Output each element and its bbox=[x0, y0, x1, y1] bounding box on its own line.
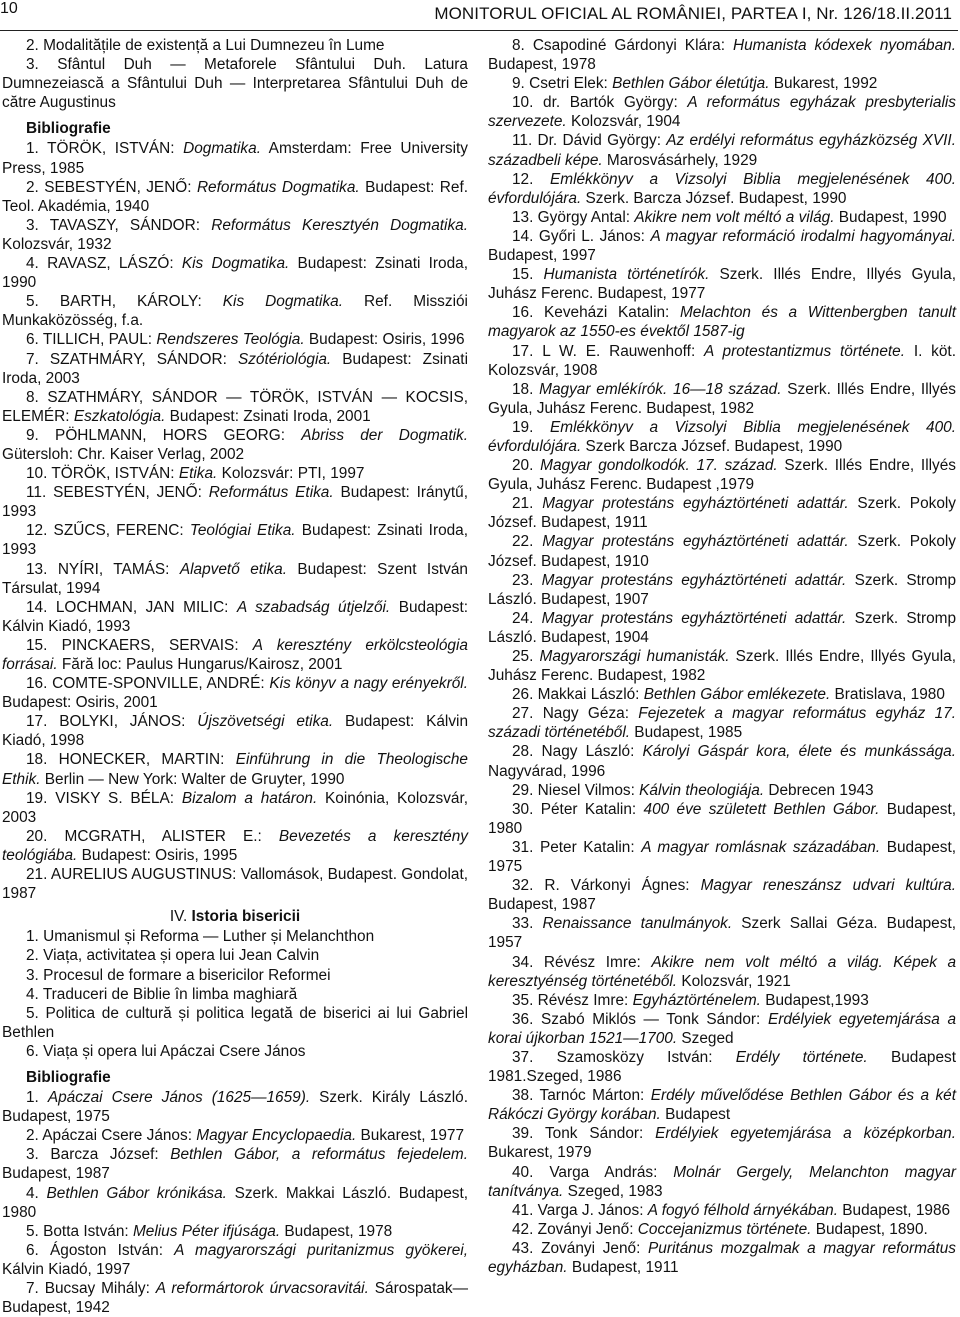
citation-title: Puritánus mozgalmak a magyar református egyházban. bbox=[488, 1239, 957, 1276]
list-item bbox=[488, 609, 956, 647]
citation-text: 15. bbox=[512, 266, 544, 284]
citation-text: 20. MCGRATH, ALISTER E.: bbox=[26, 827, 279, 845]
citation-text: Budapest, 1986 bbox=[837, 1201, 951, 1219]
citation-text: Szeged bbox=[677, 1029, 734, 1047]
citation-title: Magyar protestáns egyháztörténeti adattár. bbox=[541, 609, 847, 627]
list-item bbox=[2, 521, 468, 559]
list-item: 2. Viața, activitatea și opera lui Jean Calvin bbox=[26, 947, 320, 965]
citation-title: Etika. bbox=[178, 465, 218, 483]
citation-text: 41. Varga J. János: bbox=[512, 1201, 648, 1219]
citation-title: A protestantizmus története. bbox=[704, 342, 906, 360]
citation-title: Melachton és a Wittenbergben tanult magyarok az 1550-es évektől 1587-ig bbox=[488, 304, 956, 341]
citation-text: 3. Barcza József: bbox=[26, 1146, 171, 1164]
citation-text: 33. bbox=[512, 915, 543, 933]
citation-title: Magyar Encyclopaedia. bbox=[196, 1127, 357, 1145]
list-item bbox=[488, 991, 956, 1010]
list-item bbox=[488, 1048, 956, 1086]
citation-title: Teológiai Etika. bbox=[189, 522, 296, 540]
citation-text: 21. AURELIUS AUGUSTINUS: Vallomások, Budapest. Gondolat, 1987 bbox=[2, 866, 468, 903]
citation-text: 7. Bucsay Mihály: bbox=[26, 1280, 156, 1297]
citation-title: Magyar protestáns egyháztörténeti adattár. bbox=[542, 533, 849, 551]
citation-text: I. köt. Kolozsvár, 1908 bbox=[488, 342, 956, 379]
list-item bbox=[2, 388, 468, 426]
list-item bbox=[2, 1145, 468, 1183]
citation-title: Kis Dogmatika. bbox=[181, 255, 290, 273]
citation-text: 2. SEBESTYÉN, JENŐ: bbox=[26, 178, 197, 196]
list-item bbox=[2, 827, 468, 865]
citation-title: Humanista kódexek nyomában. bbox=[733, 37, 956, 54]
citation-title: Einführung in die Theologische Ethik. bbox=[2, 751, 468, 788]
citation-text: 22. bbox=[512, 533, 543, 551]
list-item bbox=[488, 74, 956, 93]
citation-title: 400 éve született Bethlen Gábor. bbox=[643, 800, 880, 818]
citation-title: Emlékkönyv a Vizsolyi Biblia megjelenésének 400. évfordulójára. bbox=[488, 170, 956, 207]
citation-text: Kolozsvár, 1904 bbox=[566, 113, 681, 131]
citation-text: 32. R. Várkonyi Ágnes: bbox=[512, 877, 701, 895]
citation-text: 4. RAVASZ, LÁSZÓ: bbox=[26, 255, 182, 273]
list-item bbox=[2, 464, 468, 483]
list-item bbox=[2, 483, 468, 521]
list-item bbox=[488, 800, 956, 838]
list-item bbox=[2, 1222, 468, 1241]
citation-text: Budapest bbox=[660, 1106, 731, 1124]
list-item bbox=[2, 865, 468, 903]
citation-text: 10. dr. Bartók György: bbox=[512, 94, 688, 112]
citation-text: Amsterdam: Free University Press, 1985 bbox=[2, 140, 468, 177]
citation-title: Magyar protestáns egyháztörténeti adattár. bbox=[541, 571, 847, 589]
citation-title: Bizalom a határon. bbox=[181, 789, 318, 807]
citation-text: 4. bbox=[26, 1184, 47, 1202]
list-item bbox=[488, 781, 956, 800]
citation-text: Budapest: Zsinati Iroda, 1990 bbox=[2, 255, 468, 292]
citation-text: 8. Csapodiné Gárdonyi Klára: bbox=[512, 37, 733, 54]
citation-text: 31. Peter Katalin: bbox=[512, 838, 642, 856]
citation-title: Magyar gondolkodók. 17. század. bbox=[540, 457, 778, 475]
citation-text: Kolozsvár: PTI, 1997 bbox=[217, 465, 365, 483]
citation-text: 19. bbox=[512, 418, 550, 436]
citation-text: Berlin — New York: Walter de Gruyter, 1990 bbox=[40, 770, 345, 788]
citation-text: Budapest, 1890. bbox=[811, 1220, 928, 1238]
citation-text: Marosvásárhely, 1929 bbox=[602, 151, 758, 169]
list-item: 5. Politica de cultură și politica legată de biserici ai lui Gabriel Bethlen bbox=[2, 1004, 468, 1041]
citation-title: Kálvin theologiája. bbox=[639, 781, 765, 799]
citation-text: 17. BOLYKI, JÁNOS: bbox=[26, 713, 198, 731]
citation-title: A magyarországi puritanizmus gyökerei, bbox=[174, 1241, 468, 1259]
citation-text: 6. TILLICH, PAUL: bbox=[26, 331, 157, 349]
list-item: 2. Modalitățile de existență a Lui Dumnezeu în Lume bbox=[26, 37, 385, 54]
citation-title: A keresztény erkölcsteológia forrásai. bbox=[2, 636, 468, 673]
citation-text: 3. TAVASZY, SÁNDOR: bbox=[26, 216, 212, 234]
list-item bbox=[2, 712, 468, 750]
citation-text: Budapest,1993 bbox=[760, 991, 869, 1009]
citation-text: Budapest: Zsinati Iroda, 1993 bbox=[2, 522, 469, 559]
list-item bbox=[2, 1184, 468, 1222]
citation-title: Magyarországi humanisták. bbox=[539, 648, 730, 665]
citation-text: 19. VISKY S. BÉLA: bbox=[26, 789, 182, 807]
list-item bbox=[488, 208, 956, 227]
list-item bbox=[2, 350, 468, 388]
list-item bbox=[488, 380, 956, 418]
citation-text: 7. SZATHMÁRY, SÁNDOR: bbox=[26, 350, 238, 368]
list-item bbox=[488, 838, 956, 876]
header-rule bbox=[0, 30, 958, 31]
citation-title: A református egyházak presbyterialis szervezete. bbox=[488, 94, 956, 131]
citation-text: Budapest: Ref. Teol. Akadémia, 1940 bbox=[2, 178, 468, 215]
citation-text: 37. Szamosközy István: bbox=[512, 1048, 736, 1066]
citation-title: Humanista történetírók. bbox=[543, 266, 710, 284]
citation-title: Református Keresztyén Dogmatika. bbox=[211, 216, 469, 234]
list-item: 3. Sfântul Duh — Metaforele Sfântului Duh. Latura Dumnezeiască a Sfântului Duh — Interpretarea Sfântului Duh de către Augustinus bbox=[2, 56, 468, 112]
citation-text: 5. BARTH, KÁROLY: bbox=[26, 293, 223, 311]
citation-title: Kis könyv a nagy erényekről. bbox=[269, 675, 468, 693]
list-item bbox=[488, 227, 956, 265]
list-item bbox=[2, 598, 468, 636]
citation-text: Budapest: Osiris, 2001 bbox=[2, 694, 158, 712]
citation-text: Szerk. Barcza József. Budapest, 1990 bbox=[581, 189, 847, 207]
citation-text: Budapest: Iránytű, 1993 bbox=[2, 484, 468, 521]
citation-text: Budapest, 1975 bbox=[488, 838, 957, 876]
citation-title: Református Dogmatika. bbox=[196, 178, 360, 196]
citation-text: Fără loc: Paulus Hungarus/Kairosz, 2001 bbox=[57, 656, 343, 673]
list-item bbox=[488, 1220, 956, 1239]
list-item: 1. Umanismul și Reforma — Luther și Melanchthon bbox=[26, 928, 375, 946]
citation-text: Bratislava, 1980 bbox=[830, 686, 945, 704]
citation-text: Budapest 1981.Szeged, 1986 bbox=[488, 1048, 956, 1086]
citation-text: Budapest, 1990 bbox=[834, 208, 947, 226]
citation-text: 35. Révész Imre: bbox=[512, 991, 633, 1009]
list-item bbox=[488, 953, 956, 991]
citation-text: 36. Szabó Miklós — Tonk Sándor: bbox=[512, 1010, 768, 1028]
list-item bbox=[2, 426, 468, 464]
citation-text: Bukarest, 1977 bbox=[356, 1127, 465, 1145]
bibliography-heading: Bibliografie bbox=[26, 120, 111, 138]
list-item bbox=[2, 1241, 468, 1279]
citation-text: 12. SZŰCS, FERENC: bbox=[26, 522, 190, 540]
citation-text: 15. PINCKAERS, SERVAIS: bbox=[26, 636, 253, 654]
citation-text: Szerk. Illés Endre, Illyés Gyula, Juhász Ferenc. Budapest, 1982 bbox=[488, 380, 956, 417]
citation-text: 16. COMTE-SPONVILLE, ANDRÉ: bbox=[26, 675, 270, 693]
citation-text: 11. Dr. Dávid György: bbox=[512, 132, 667, 150]
citation-title: Magyar emlékírók. 16—18 század. bbox=[539, 380, 782, 398]
list-item bbox=[488, 685, 956, 704]
citation-title: Melius Péter ifjúsága. bbox=[132, 1222, 281, 1240]
citation-title: Bethlen Gábor emlékezete. bbox=[643, 686, 831, 704]
list-item bbox=[488, 742, 956, 780]
citation-text: Kálvin Kiadó, 1997 bbox=[2, 1260, 131, 1278]
citation-text: Budapest: Zsinati Iroda, 2003 bbox=[2, 350, 468, 387]
citation-title: Református Etika. bbox=[208, 484, 334, 502]
citation-title: Újszövetségi etika. bbox=[197, 713, 334, 731]
citation-title: Károlyi Gáspár kora, élete és munkássága. bbox=[642, 743, 956, 761]
citation-text: Ref. Missziói Munkaközösség, f.a. bbox=[2, 293, 468, 330]
citation-text: Szerk Barcza József. Budapest, 1990 bbox=[581, 437, 843, 455]
citation-text: Budapest, 1980 bbox=[488, 800, 957, 837]
citation-text: 30. Péter Katalin: bbox=[512, 800, 644, 818]
citation-text: Gütersloh: Chr. Kaiser Verlag, 2002 bbox=[2, 445, 245, 463]
citation-text: 34. Révész Imre: bbox=[512, 953, 652, 971]
citation-text: Budapest, 1985 bbox=[630, 724, 743, 742]
citation-title: A magyar romlásnak századában. bbox=[641, 838, 881, 856]
list-item bbox=[488, 265, 956, 303]
citation-text: Koinónia, Kolozsvár, 2003 bbox=[2, 789, 469, 826]
list-item bbox=[2, 1126, 468, 1145]
citation-title: Erdélyiek egyetemjárása a középkorban. bbox=[655, 1125, 956, 1143]
citation-title: Renaissance tanulmányok. bbox=[542, 915, 733, 933]
citation-text: 11. SEBESTYÉN, JENŐ: bbox=[26, 484, 209, 502]
list-item bbox=[2, 139, 468, 177]
citation-title: Alapvető etika. bbox=[179, 560, 287, 578]
citation-title: Magyar reneszánsz udvari kultúra. bbox=[700, 877, 956, 895]
citation-text: Nagyvárad, 1996 bbox=[488, 762, 606, 780]
list-item bbox=[488, 36, 956, 74]
citation-text: 29. Niesel Vilmos: bbox=[512, 781, 640, 799]
citation-text: Szerk. Illés Endre, Illyés Gyula, Juhász Ferenc. Budapest ,1979 bbox=[488, 457, 957, 494]
citation-text: 39. Tonk Sándor: bbox=[512, 1125, 656, 1143]
list-item bbox=[2, 1279, 468, 1317]
list-item: 4. Traduceri de Biblie în limba maghiară bbox=[26, 985, 298, 1003]
list-item bbox=[2, 789, 468, 827]
citation-text: 18. HONECKER, MARTIN: bbox=[26, 751, 236, 769]
list-item bbox=[488, 532, 956, 570]
citation-text: 8. SZATHMÁRY, SÁNDOR — TÖRÖK, ISTVÁN — KOCSIS, ELEMÉR: bbox=[2, 388, 468, 425]
citation-text: Budapest: Kálvin Kiadó, 1993 bbox=[2, 598, 469, 635]
citation-text: 25. bbox=[512, 648, 540, 665]
section-name: Istoria bisericii bbox=[191, 908, 301, 926]
citation-title: A reformártorok úrvacsoravitái. bbox=[155, 1280, 369, 1297]
citation-text: Bukarest, 1979 bbox=[488, 1144, 592, 1162]
list-item bbox=[488, 571, 956, 609]
citation-title: Emlékkönyv a Vizsolyi Biblia megjelenésének 400. évfordulójára. bbox=[488, 418, 956, 455]
citation-text: 13. NYÍRI, TAMÁS: bbox=[26, 560, 180, 578]
citation-title: Kis Dogmatika. bbox=[222, 293, 343, 311]
list-item bbox=[488, 1010, 956, 1048]
citation-text: 1. bbox=[26, 1089, 48, 1107]
citation-text: Szerk. Pokoly József. Budapest, 1911 bbox=[488, 495, 956, 532]
citation-text: 12. bbox=[512, 170, 550, 188]
citation-title: Eszkatológia. bbox=[73, 407, 166, 425]
list-item bbox=[2, 216, 468, 254]
citation-text: 20. bbox=[512, 457, 541, 475]
list-item bbox=[2, 560, 468, 598]
citation-title: Magyar protestáns egyháztörténeti adattár. bbox=[542, 495, 849, 513]
citation-text: Budapest, 1987 bbox=[488, 896, 596, 914]
citation-text: 5. Botta István: bbox=[26, 1222, 133, 1240]
citation-text: Budapest, 1978 bbox=[280, 1222, 393, 1240]
list-item bbox=[2, 750, 468, 788]
citation-title: Erdély története. bbox=[735, 1048, 868, 1066]
citation-text: Budapest: Kálvin Kiadó, 1998 bbox=[2, 713, 469, 750]
list-item bbox=[2, 330, 468, 349]
list-item bbox=[488, 456, 956, 494]
citation-text: Budapest, 1911 bbox=[567, 1259, 679, 1276]
citation-text: Budapest, 1997 bbox=[488, 247, 596, 265]
list-item bbox=[488, 1124, 956, 1162]
list-item bbox=[488, 342, 956, 380]
citation-text: Kolozsvár, 1932 bbox=[2, 235, 112, 253]
citation-title: Akikre nem volt méltó a világ. bbox=[634, 208, 835, 226]
list-item bbox=[488, 494, 956, 532]
citation-text: 21. bbox=[512, 495, 543, 513]
list-item bbox=[488, 704, 956, 742]
citation-text: 40. Varga András: bbox=[512, 1163, 674, 1181]
running-header: MONITORUL OFICIAL AL ROMÂNIEI, PARTEA I, Nr. 126/18.II.2011 bbox=[434, 4, 952, 23]
citation-text: Budapest, 1978 bbox=[488, 56, 596, 74]
citation-title: Egyháztörténelem. bbox=[632, 991, 761, 1009]
list-item bbox=[488, 1201, 956, 1220]
page-number: 10 bbox=[0, 0, 18, 17]
list-item bbox=[488, 1086, 956, 1124]
citation-title: Bethlen Gábor életútja. bbox=[612, 75, 770, 93]
citation-text: 28. Nagy László: bbox=[512, 743, 643, 761]
citation-title: Dogmatika. bbox=[183, 140, 261, 158]
list-item: 6. Viața și opera lui Apáczai Csere János bbox=[26, 1042, 306, 1060]
list-item bbox=[488, 303, 956, 341]
citation-text: Debrecen 1943 bbox=[764, 781, 874, 799]
citation-text: 10. TÖRÖK, ISTVÁN: bbox=[26, 465, 179, 483]
citation-title: Erdély művelődése Bethlen Gábor és a két Rákóczi György korában. bbox=[488, 1087, 956, 1124]
section-title bbox=[2, 907, 468, 926]
citation-title: Abriss der Dogmatik. bbox=[301, 426, 468, 444]
list-item bbox=[2, 178, 468, 216]
citation-text: 18. bbox=[512, 380, 540, 398]
citation-title: Apáczai Csere János (1625—1659). bbox=[47, 1089, 311, 1107]
citation-title: Bethlen Gábor krónikása. bbox=[46, 1184, 227, 1202]
list-item bbox=[488, 647, 956, 685]
list-item bbox=[488, 914, 956, 952]
right-column bbox=[488, 36, 956, 1277]
citation-text: 14. Győri L. János: bbox=[512, 227, 651, 245]
list-item bbox=[2, 674, 468, 712]
left-column bbox=[2, 36, 468, 1317]
citation-text: Budapest: Osiris, 1995 bbox=[77, 846, 238, 864]
list-item bbox=[2, 1088, 468, 1126]
section-number: IV. bbox=[169, 908, 192, 926]
citation-text: 42. Zoványi Jenő: bbox=[512, 1220, 638, 1238]
citation-text: Szerk. Stromp László. Budapest, 1907 bbox=[488, 571, 957, 608]
citation-text: 23. bbox=[512, 571, 542, 589]
list-item bbox=[488, 1163, 956, 1201]
list-item bbox=[488, 170, 956, 208]
list-item: 3. Procesul de formare a bisericilor Reformei bbox=[26, 966, 331, 984]
citation-text: 27. Nagy Géza: bbox=[512, 705, 639, 723]
citation-text: 38. Tarnóc Márton: bbox=[512, 1087, 651, 1105]
citation-text: Szerk. Makkai László. Budapest, 1980 bbox=[2, 1184, 469, 1221]
citation-title: A szabadság útjelzői. bbox=[236, 598, 391, 616]
citation-text: Szerk. Király László. Budapest, 1975 bbox=[2, 1089, 468, 1126]
citation-title: A fogyó félhold árnyékában. bbox=[647, 1201, 838, 1219]
citation-text: 2. Apáczai Csere János: bbox=[26, 1127, 197, 1145]
list-item bbox=[2, 636, 468, 674]
citation-text: Budapest: Osiris, 1996 bbox=[304, 331, 465, 349]
list-item bbox=[488, 418, 956, 456]
citation-title: Bethlen Gábor, a református fejedelem. bbox=[170, 1146, 468, 1164]
list-item bbox=[2, 254, 468, 292]
citation-title: Bevezetés a keresztény teológiába. bbox=[2, 827, 468, 864]
citation-title: Szótériológia. bbox=[237, 350, 332, 368]
citation-text: Budapest, 1987 bbox=[2, 1165, 110, 1183]
citation-text: Szerk Sallai Géza. Budapest, 1957 bbox=[488, 915, 956, 952]
citation-title: Fejezetek a magyar református egyház 17. századi történetéből. bbox=[488, 705, 956, 742]
list-item bbox=[488, 876, 956, 914]
citation-title: A magyar reformáció irodalmi hagyományai. bbox=[650, 227, 956, 245]
citation-text: 13. György Antal: bbox=[512, 208, 635, 226]
citation-text: 26. Makkai László: bbox=[512, 686, 644, 704]
citation-text: 24. bbox=[512, 609, 542, 627]
citation-text: 17. L W. E. Rauwenhoff: bbox=[512, 342, 705, 360]
citation-title: Akikre nem volt méltó a világ. Képek a keresztyénség történetéből. bbox=[488, 953, 957, 990]
citation-text: Szerk. Stromp László. Budapest, 1904 bbox=[488, 609, 957, 646]
citation-text: Szerk. Illés Endre, Illyés Gyula, Juhász Ferenc. Budapest, 1982 bbox=[488, 648, 956, 685]
citation-text: 14. LOCHMAN, JAN MILIC: bbox=[26, 598, 237, 616]
list-item bbox=[488, 1239, 956, 1277]
citation-title: Erdélyiek egyetemjárása a korai újkorban 1521—1700. bbox=[488, 1010, 956, 1047]
citation-text: Budapest: Zsinati Iroda, 2001 bbox=[165, 407, 371, 425]
citation-title: Rendszeres Teológia. bbox=[156, 331, 305, 349]
citation-text: Sárospatak—Budapest, 1942 bbox=[2, 1280, 468, 1317]
citation-text: 43. Zoványi Jenő: bbox=[512, 1239, 649, 1257]
citation-title: Molnár Gergely, Melanchton magyar tanítványa. bbox=[488, 1163, 956, 1200]
citation-text: Bukarest, 1992 bbox=[769, 75, 878, 93]
bibliography-heading: Bibliografie bbox=[26, 1068, 111, 1086]
citation-text: Kolozsvár, 1921 bbox=[677, 972, 791, 990]
citation-text: 9. PÖHLMANN, HORS GEORG: bbox=[26, 426, 302, 444]
citation-text: 9. Csetri Elek: bbox=[512, 75, 613, 93]
list-item bbox=[488, 93, 956, 131]
citation-title: Az erdélyi református egyházközség XVII. századbeli képe. bbox=[488, 132, 956, 169]
citation-text: 6. Ágoston István: bbox=[26, 1241, 175, 1259]
citation-text: 1. TÖRÖK, ISTVÁN: bbox=[26, 140, 184, 158]
citation-text: 16. Keveházi Katalin: bbox=[512, 304, 680, 322]
citation-title: Coccejanizmus története. bbox=[637, 1220, 812, 1238]
citation-text: Szerk. Illés Endre, Illyés Gyula, Juhász Ferenc. Budapest, 1977 bbox=[488, 266, 957, 303]
citation-text: Szeged, 1983 bbox=[563, 1182, 663, 1200]
list-item bbox=[2, 292, 468, 330]
citation-text: Budapest: Szent István Társulat, 1994 bbox=[2, 560, 468, 597]
list-item bbox=[488, 131, 956, 169]
citation-text: Szerk. Pokoly József. Budapest, 1910 bbox=[488, 533, 956, 570]
